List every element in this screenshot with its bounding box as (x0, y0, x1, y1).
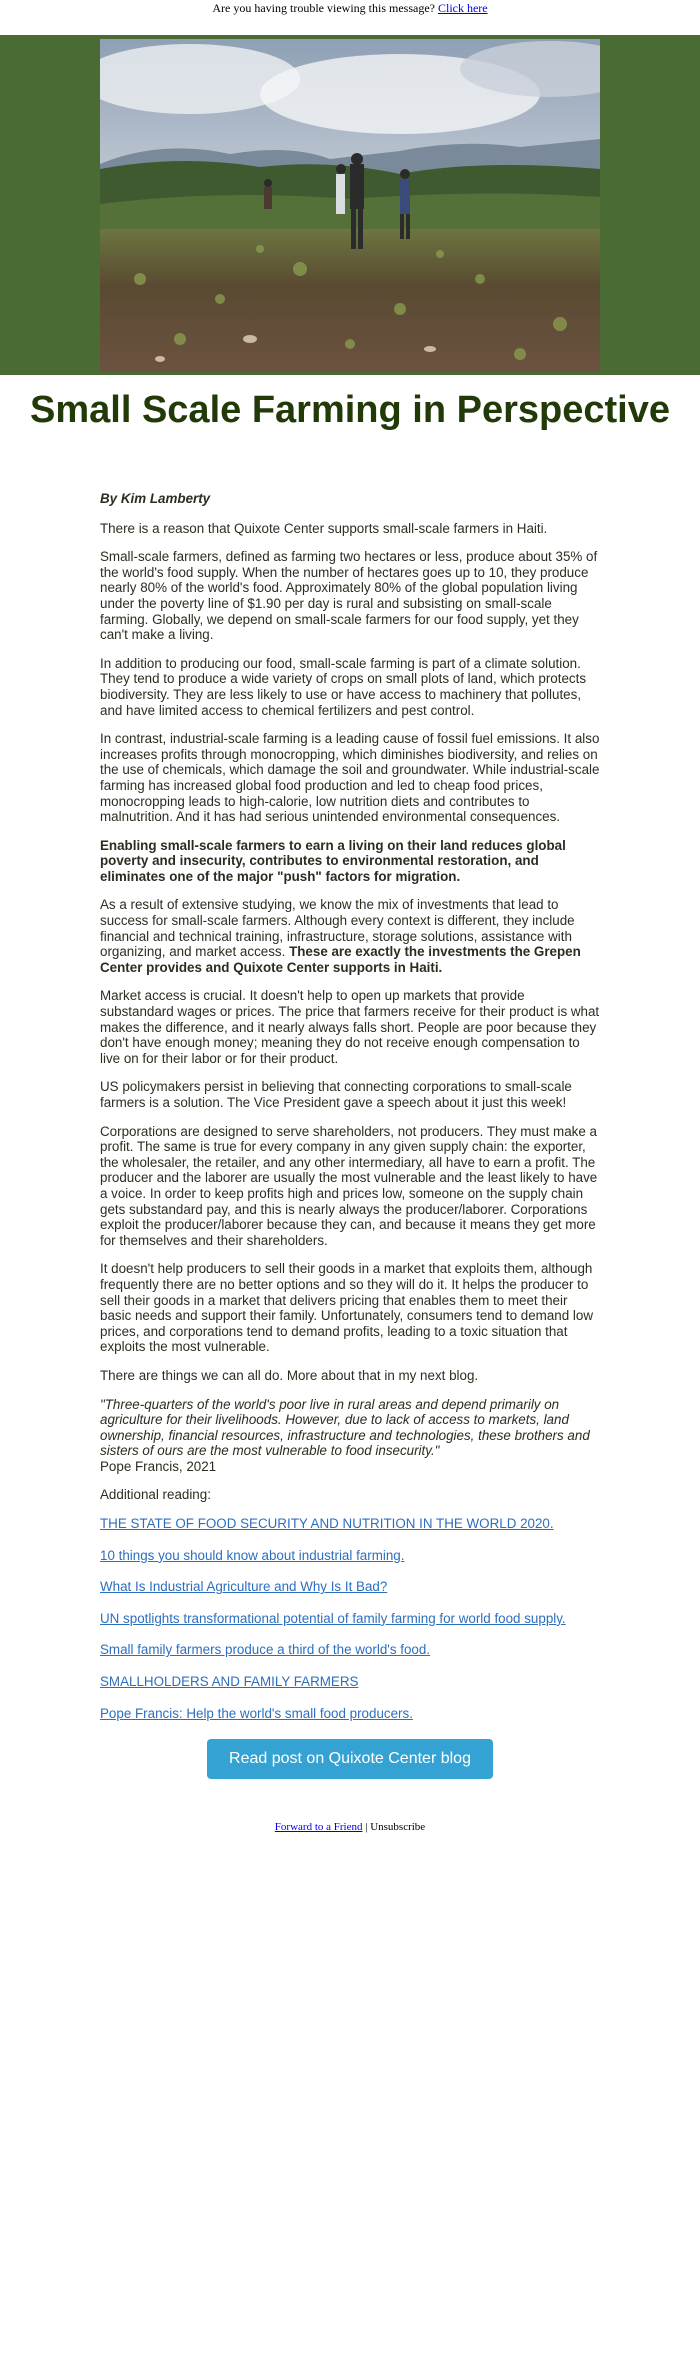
paragraph-text: As a result of extensive studying, we know the mix of investments that lead to success for small-scale farmers. Although every context is different, they include financial and technical training, infrastructure, storage solutions, assistance with organizing, and market access. (100, 897, 575, 960)
reading-link-smallholders[interactable]: SMALLHOLDERS AND FAMILY FARMERS (100, 1674, 359, 1690)
unsubscribe-link[interactable]: Unsubscribe (370, 1820, 426, 1833)
additional-reading-label: Additional reading: (100, 1487, 211, 1503)
cta-wrapper (100, 1739, 600, 1779)
reading-link-industrial-farming[interactable]: 10 things you should know about industrial farming. (100, 1547, 405, 1563)
paragraph: Corporations are designed to serve shareholders, not producers. They must make a profit. The same is true for every company in any given supply chain: the exporter, the wholesaler, the retailer, and any other intermediary, all have to earn a profit. The producer and the laborer are usually the most vulnerable and the least likely to have a voice. In order to keep profits high and prices low, someone on the supply chain gets substandard pay, and this is nearly always the producer/laborer. Corporations exploit the producer/laborer because they can, and because it means they get more for themselves and their shareholders. (100, 1123, 598, 1248)
reading-link-pope-francis[interactable]: Pope Francis: Help the world's small food producers. (100, 1705, 413, 1721)
author-byline: By Kim Lamberty (100, 491, 211, 506)
paragraph: Small-scale farmers, defined as farming two hectares or less, produce about 35% of the world's food supply. When the number of hectares goes up to 10, they produce nearly 80% of the world's food. Approximately 80% of the global population living under the poverty line of $1.90 per day is rural and subsisting on small-scale farming. Globally, we depend on small-scale farmers for our food supply, yet they can't make a living. (100, 549, 598, 643)
highlight-paragraph: Enabling small-scale farmers to earn a living on their land reduces global poverty and insecurity, contributes to environmental restoration, and eliminates one of the major "push" factors for migration. (100, 837, 566, 884)
paragraph: Market access is crucial. It doesn't help to open up markets that provide substandard wages or prices. The price that farmers receive for their product is what makes the difference, and it nearly always falls short. People are poor because they don't have enough money; meaning they do not receive enough compensation to live on for their labor or for their product. (100, 988, 600, 1066)
reading-link-un-family-farming[interactable]: UN spotlights transformational potential of family farming for world food supply. (100, 1610, 566, 1626)
email-footer (0, 1821, 700, 1833)
paragraph: In addition to producing our food, small-scale farming is part of a climate solution. They tend to produce a wide variety of crops on small plots of land, which protects biodiversity. They are less likely to use or have access to machinery that pollutes, and have limited access to chemical fertilizers and pest control. (100, 655, 587, 718)
paragraph: In contrast, industrial-scale farming is a leading cause of fossil fuel emissions. It also increases profits through monocropping, which diminishes biodiversity, and relies on the use of chemicals, which damage the soil and groundwater. While industrial-scale farming has increased global food production and led to cheap food prices, monocropping leads to high-calorie, low nutrition diets and contributes to malnutrition. And it has had serious unintended environmental consequences. (100, 731, 600, 825)
read-post-button[interactable]: Read post on Quixote Center blog (207, 1739, 493, 1779)
reading-link-industrial-agriculture[interactable]: What Is Industrial Agriculture and Why Is It Bad? (100, 1579, 388, 1595)
article-body (100, 481, 600, 1779)
click-here-link[interactable]: Click here (437, 1, 488, 15)
quote-text: "Three-quarters of the world's poor live in rural areas and depend primarily on agriculture for their livelihoods. However, due to lack of access to markets, land ownership, financial resources, infrastructure and technologies, these brothers and sisters of ours are the most vulnerable to food insecurity." (100, 1396, 590, 1459)
bold-statement: These are exactly the investments the Grepen Center provides and Quixote Center supports in Haiti. (100, 944, 581, 975)
article-title: Small Scale Farming in Perspective (30, 389, 670, 431)
paragraph: There are things we can all do. More about that in my next blog. (100, 1367, 479, 1383)
paragraph: US policymakers persist in believing that connecting corporations to small-scale farmers is a solution. The Vice President gave a speech about it just this week! (100, 1079, 572, 1110)
reading-link-food-security[interactable]: THE STATE OF FOOD SECURITY AND NUTRITION IN THE WORLD 2020. (100, 1516, 554, 1532)
pope-quote (100, 1397, 600, 1475)
paragraph: There is a reason that Quixote Center supports small-scale farmers in Haiti. (100, 520, 548, 536)
photo-farmers-field-icon (100, 39, 600, 372)
paragraph: It doesn't help producers to sell their goods in a market that exploits them, although frequently there are no better options and so they will do it. It helps the producer to sell their goods in a market that delivers pricing that enables them to meet their basic needs and support their family. Unfortunately, consumers tend to demand low prices, and corporations tend to demand profits, leading to a toxic situation that exploits the most vulnerable. (100, 1261, 593, 1355)
hero-banner (0, 35, 700, 375)
forward-to-friend-link[interactable]: Forward to a Friend (274, 1820, 363, 1833)
paragraph (100, 897, 600, 975)
footer-separator: | (362, 1820, 371, 1833)
reading-link-small-family-farmers[interactable]: Small family farmers produce a third of the world's food. (100, 1642, 431, 1658)
quote-source: Pope Francis, 2021 (100, 1458, 217, 1474)
trouble-viewing-bar (0, 0, 700, 35)
trouble-viewing-text: Are you having trouble viewing this message? (212, 1, 435, 15)
